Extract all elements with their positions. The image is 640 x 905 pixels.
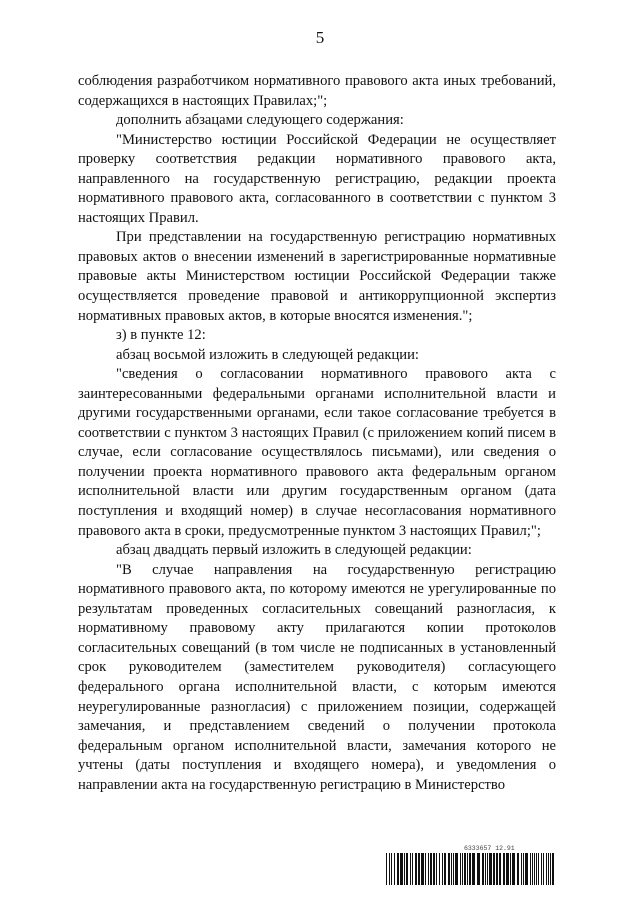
page-number: 5 [315,28,325,47]
paragraph: "Министерство юстиции Российской Федерации не осуществляет проверку соответствия редакции нормативного правового акта, направленного на государственную регистрацию, редакции проекта нормативного правового акта, согласованного в соответствии с пунктом 3 настоящих Правил. [78,131,556,226]
paragraph: При представлении на государственную регистрацию нормативных правовых актов о внесении изменений в зарегистрированные нормативные правовые акты Министерством юстиции Российской Федерации также осуществляется проведение правовой и антикоррупционной экспертиз нормативных правовых актов, в которые вносятся изменения."; [78,229,556,324]
barcode-number: 6333657 12.91 [464,845,515,852]
paragraph: "В случае направления на государственную регистрацию нормативного правового акта, по которому имеются не урегулированные по результатам проведенных согласительных совещаний разногласия, к нормативному правовому акту прилагаются копии протоколов согласительных совещаний (в том числе не подписанных в установленный срок руководителем (заместителем руководителя) согласующего федерального органа исполнительной власти, с которым имеются неурегулированные разногласия) с приложением позиции, содержащей замечания, и представлением сведений о получении протокола федеральным органом исполнительной власти, замечания которого не учтены (даты поступления и входящего номера), и уведомления о направлении акта на государственную регистрацию в Министерство [78,561,556,793]
paragraph: "сведения о согласовании нормативного правового акта с заинтересованными федеральными органами исполнительной власти и другими государственными органами, если такое согласование требуется в соответствии с пунктом 3 настоящих Правил (с приложением копий писем в случае, если согласование осуществлялось письмами), или сведения о получении проекта нормативного правового акта федеральным органом исполнительной власти или другим государственным органом (дата поступления и входящий номер) в случае несогласования нормативного правового акта в сроки, предусмотренные пунктом 3 настоящих Правил;"; [78,366,556,539]
paragraph: абзац двадцать первый изложить в следующей редакции: [116,542,472,559]
paragraph: дополнить абзацами следующего содержания: [116,112,404,129]
paragraph: з) в пункте 12: [116,327,206,344]
barcode [386,845,558,887]
barcode-icon [386,853,558,885]
document-body [78,72,556,795]
paragraph: абзац восьмой изложить в следующей редакции: [116,346,419,363]
paragraph: соблюдения разработчиком нормативного правового акта иных требований, содержащихся в настоящих Правилах;"; [78,73,556,109]
